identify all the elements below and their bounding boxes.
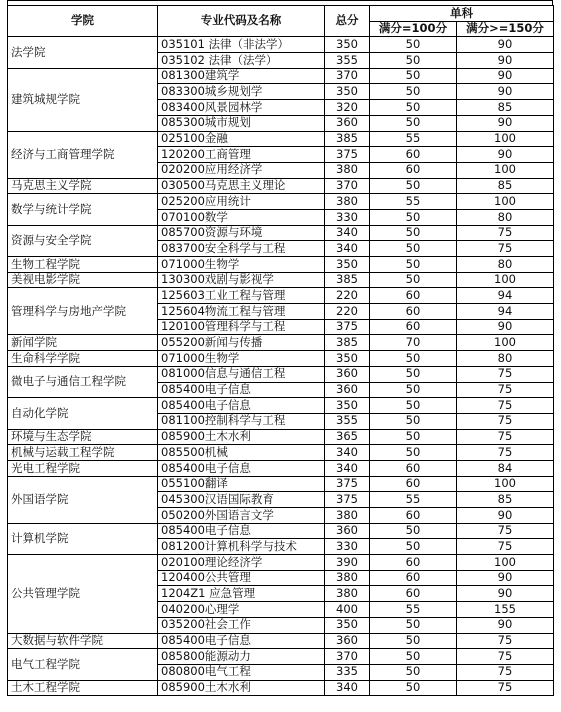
college-name: 环境与生态学院 — [8, 429, 158, 445]
single-score-100: 50 — [370, 429, 457, 445]
single-score-150: 75 — [457, 633, 554, 649]
total-score: 380 — [325, 570, 370, 586]
major-name: 070100数学 — [158, 209, 325, 225]
single-score-150: 85 — [457, 100, 554, 116]
single-score-150: 75 — [457, 523, 554, 539]
single-score-100: 60 — [370, 586, 457, 602]
college-name: 微电子与通信工程学院 — [8, 366, 158, 397]
college-name: 光电工程学院 — [8, 460, 158, 476]
single-score-150: 84 — [457, 460, 554, 476]
single-score-100: 60 — [370, 319, 457, 335]
single-score-150: 90 — [457, 53, 554, 69]
table-row — [8, 445, 554, 461]
total-score: 375 — [325, 147, 370, 163]
major-name: 081200计算机科学与技术 — [158, 539, 325, 555]
total-score: 375 — [325, 319, 370, 335]
single-score-100: 50 — [370, 241, 457, 257]
major-name: 085400电子信息 — [158, 398, 325, 414]
single-score-150: 75 — [457, 413, 554, 429]
single-score-100: 50 — [370, 100, 457, 116]
single-score-100: 50 — [370, 382, 457, 398]
single-score-100: 50 — [370, 617, 457, 633]
total-score: 320 — [325, 100, 370, 116]
table-row — [8, 131, 554, 147]
college-name: 美视电影学院 — [8, 272, 158, 288]
table-row — [8, 680, 554, 696]
single-score-150: 75 — [457, 445, 554, 461]
single-score-100: 50 — [370, 680, 457, 696]
header-major: 专业代码及名称 — [158, 6, 325, 37]
college-name: 土木工程学院 — [8, 680, 158, 696]
total-score: 340 — [325, 225, 370, 241]
major-name: 055200新闻与传播 — [158, 335, 325, 351]
college-name: 计算机学院 — [8, 523, 158, 554]
single-score-150: 85 — [457, 178, 554, 194]
college-name: 新闻学院 — [8, 335, 158, 351]
major-name: 025100金融 — [158, 131, 325, 147]
major-name: 083700安全科学与工程 — [158, 241, 325, 257]
score-table-page — [7, 0, 553, 696]
major-name: 120100管理科学与工程 — [158, 319, 325, 335]
single-score-100: 50 — [370, 257, 457, 273]
single-score-100: 60 — [370, 304, 457, 320]
major-name: 120400公共管理 — [158, 570, 325, 586]
total-score: 350 — [325, 37, 370, 53]
single-score-100: 55 — [370, 602, 457, 618]
single-score-150: 75 — [457, 649, 554, 665]
total-score: 380 — [325, 508, 370, 524]
major-name: 085500机械 — [158, 445, 325, 461]
total-score: 380 — [325, 586, 370, 602]
single-score-100: 60 — [370, 476, 457, 492]
major-name: 085400电子信息 — [158, 523, 325, 539]
major-name: 080800电气工程 — [158, 664, 325, 680]
single-score-100: 60 — [370, 288, 457, 304]
single-score-100: 55 — [370, 131, 457, 147]
single-score-150: 75 — [457, 366, 554, 382]
single-score-100: 50 — [370, 84, 457, 100]
single-score-150: 90 — [457, 37, 554, 53]
single-score-150: 75 — [457, 398, 554, 414]
total-score: 360 — [325, 366, 370, 382]
single-score-100: 50 — [370, 225, 457, 241]
total-score: 350 — [325, 617, 370, 633]
total-score: 350 — [325, 351, 370, 367]
major-name: 025200应用统计 — [158, 194, 325, 210]
total-score: 380 — [325, 194, 370, 210]
major-name: 130300戏剧与影视学 — [158, 272, 325, 288]
table-header — [8, 6, 554, 37]
major-name: 085900土木水利 — [158, 429, 325, 445]
major-name: 071000生物学 — [158, 257, 325, 273]
major-name: 085700资源与环境 — [158, 225, 325, 241]
single-score-150: 80 — [457, 257, 554, 273]
total-score: 385 — [325, 335, 370, 351]
total-score: 340 — [325, 460, 370, 476]
college-name: 公共管理学院 — [8, 555, 158, 633]
single-score-150: 100 — [457, 335, 554, 351]
major-name: 020100理论经济学 — [158, 555, 325, 571]
single-score-100: 50 — [370, 68, 457, 84]
header-single: 单科 — [370, 6, 554, 22]
single-score-100: 60 — [370, 508, 457, 524]
single-score-150: 75 — [457, 241, 554, 257]
total-score: 370 — [325, 68, 370, 84]
single-score-150: 90 — [457, 570, 554, 586]
table-body — [8, 37, 554, 696]
table-row — [8, 398, 554, 414]
college-name: 自动化学院 — [8, 398, 158, 429]
major-name: 083300城乡规划学 — [158, 84, 325, 100]
single-score-100: 50 — [370, 413, 457, 429]
total-score: 350 — [325, 398, 370, 414]
single-score-150: 100 — [457, 272, 554, 288]
major-name: 125603工业工程与管理 — [158, 288, 325, 304]
table-row — [8, 37, 554, 53]
major-name: 085400电子信息 — [158, 633, 325, 649]
single-score-150: 75 — [457, 664, 554, 680]
single-score-150: 94 — [457, 304, 554, 320]
college-name: 生命科学学院 — [8, 351, 158, 367]
single-score-150: 90 — [457, 115, 554, 131]
major-name: 085400电子信息 — [158, 382, 325, 398]
table-row — [8, 335, 554, 351]
single-score-150: 90 — [457, 586, 554, 602]
major-name: 081100控制科学与工程 — [158, 413, 325, 429]
total-score: 390 — [325, 555, 370, 571]
college-name: 马克思主义学院 — [8, 178, 158, 194]
total-score: 370 — [325, 649, 370, 665]
total-score: 400 — [325, 602, 370, 618]
major-name: 081300建筑学 — [158, 68, 325, 84]
total-score: 340 — [325, 241, 370, 257]
single-score-100: 50 — [370, 523, 457, 539]
major-name: 083400风景园林学 — [158, 100, 325, 116]
total-score: 220 — [325, 288, 370, 304]
total-score: 380 — [325, 162, 370, 178]
single-score-150: 80 — [457, 209, 554, 225]
single-score-150: 90 — [457, 508, 554, 524]
single-score-100: 50 — [370, 366, 457, 382]
score-table — [7, 5, 554, 696]
single-score-100: 50 — [370, 539, 457, 555]
single-score-100: 50 — [370, 351, 457, 367]
single-score-100: 50 — [370, 398, 457, 414]
total-score: 350 — [325, 257, 370, 273]
table-row — [8, 288, 554, 304]
total-score: 335 — [325, 664, 370, 680]
total-score: 220 — [325, 304, 370, 320]
single-score-100: 55 — [370, 194, 457, 210]
header-full100: 满分=100分 — [370, 21, 457, 37]
table-row — [8, 429, 554, 445]
single-score-150: 90 — [457, 84, 554, 100]
single-score-100: 50 — [370, 209, 457, 225]
table-row — [8, 351, 554, 367]
single-score-150: 75 — [457, 382, 554, 398]
total-score: 360 — [325, 523, 370, 539]
table-row — [8, 272, 554, 288]
single-score-100: 50 — [370, 664, 457, 680]
college-name: 外国语学院 — [8, 476, 158, 523]
major-name: 085900土木水利 — [158, 680, 325, 696]
major-name: 035200社会工作 — [158, 617, 325, 633]
single-score-100: 50 — [370, 633, 457, 649]
single-score-150: 100 — [457, 476, 554, 492]
table-row — [8, 225, 554, 241]
total-score: 385 — [325, 131, 370, 147]
single-score-150: 85 — [457, 492, 554, 508]
single-score-150: 100 — [457, 162, 554, 178]
table-row — [8, 257, 554, 273]
single-score-100: 60 — [370, 460, 457, 476]
single-score-100: 50 — [370, 178, 457, 194]
single-score-150: 75 — [457, 429, 554, 445]
total-score: 355 — [325, 413, 370, 429]
header-full150: 满分>=150分 — [457, 21, 554, 37]
total-score: 350 — [325, 84, 370, 100]
college-name: 机械与运载工程学院 — [8, 445, 158, 461]
college-name: 经济与工商管理学院 — [8, 131, 158, 178]
single-score-150: 100 — [457, 194, 554, 210]
single-score-100: 50 — [370, 649, 457, 665]
college-name: 建筑城规学院 — [8, 68, 158, 131]
major-name: 120200工商管理 — [158, 147, 325, 163]
major-name: 035102 法律（法学） — [158, 53, 325, 69]
single-score-100: 50 — [370, 37, 457, 53]
table-row — [8, 178, 554, 194]
total-score: 385 — [325, 272, 370, 288]
single-score-100: 60 — [370, 162, 457, 178]
college-name: 数学与统计学院 — [8, 194, 158, 225]
total-score: 330 — [325, 539, 370, 555]
single-score-150: 90 — [457, 68, 554, 84]
single-score-100: 50 — [370, 445, 457, 461]
total-score: 375 — [325, 476, 370, 492]
single-score-150: 80 — [457, 351, 554, 367]
college-name: 生物工程学院 — [8, 257, 158, 273]
total-score: 330 — [325, 209, 370, 225]
total-score: 340 — [325, 445, 370, 461]
single-score-100: 60 — [370, 570, 457, 586]
header-college: 学院 — [8, 6, 158, 37]
total-score: 375 — [325, 492, 370, 508]
table-row — [8, 476, 554, 492]
total-score: 355 — [325, 53, 370, 69]
single-score-150: 90 — [457, 617, 554, 633]
single-score-100: 50 — [370, 53, 457, 69]
single-score-150: 90 — [457, 147, 554, 163]
college-name: 法学院 — [8, 37, 158, 68]
major-name: 050200外国语言文学 — [158, 508, 325, 524]
single-score-150: 90 — [457, 319, 554, 335]
major-name: 085400电子信息 — [158, 460, 325, 476]
single-score-150: 75 — [457, 539, 554, 555]
header-total: 总分 — [325, 6, 370, 37]
major-name: 020200应用经济学 — [158, 162, 325, 178]
single-score-100: 60 — [370, 555, 457, 571]
table-row — [8, 555, 554, 571]
major-name: 071000生物学 — [158, 351, 325, 367]
major-name: 085800能源动力 — [158, 649, 325, 665]
table-row — [8, 523, 554, 539]
table-row — [8, 633, 554, 649]
single-score-150: 100 — [457, 131, 554, 147]
total-score: 340 — [325, 680, 370, 696]
total-score: 360 — [325, 115, 370, 131]
major-name: 125604物流工程与管理 — [158, 304, 325, 320]
single-score-100: 70 — [370, 335, 457, 351]
single-score-100: 50 — [370, 272, 457, 288]
single-score-100: 50 — [370, 115, 457, 131]
college-name: 大数据与软件学院 — [8, 633, 158, 649]
table-row — [8, 366, 554, 382]
table-row — [8, 194, 554, 210]
college-name: 电气工程学院 — [8, 649, 158, 680]
table-row — [8, 460, 554, 476]
single-score-100: 60 — [370, 147, 457, 163]
major-name: 081000信息与通信工程 — [158, 366, 325, 382]
total-score: 370 — [325, 178, 370, 194]
college-name: 管理科学与房地产学院 — [8, 288, 158, 335]
single-score-150: 100 — [457, 555, 554, 571]
major-name: 040200心理学 — [158, 602, 325, 618]
major-name: 045300汉语国际教育 — [158, 492, 325, 508]
single-score-150: 75 — [457, 225, 554, 241]
single-score-150: 75 — [457, 680, 554, 696]
major-name: 1204Z1 应急管理 — [158, 586, 325, 602]
single-score-150: 94 — [457, 288, 554, 304]
total-score: 360 — [325, 633, 370, 649]
table-row — [8, 68, 554, 84]
total-score: 360 — [325, 382, 370, 398]
total-score: 365 — [325, 429, 370, 445]
table-row — [8, 649, 554, 665]
single-score-100: 55 — [370, 492, 457, 508]
college-name: 资源与安全学院 — [8, 225, 158, 256]
major-name: 035101 法律（非法学） — [158, 37, 325, 53]
major-name: 030500马克思主义理论 — [158, 178, 325, 194]
major-name: 055100翻译 — [158, 476, 325, 492]
major-name: 085300城市规划 — [158, 115, 325, 131]
single-score-150: 155 — [457, 602, 554, 618]
